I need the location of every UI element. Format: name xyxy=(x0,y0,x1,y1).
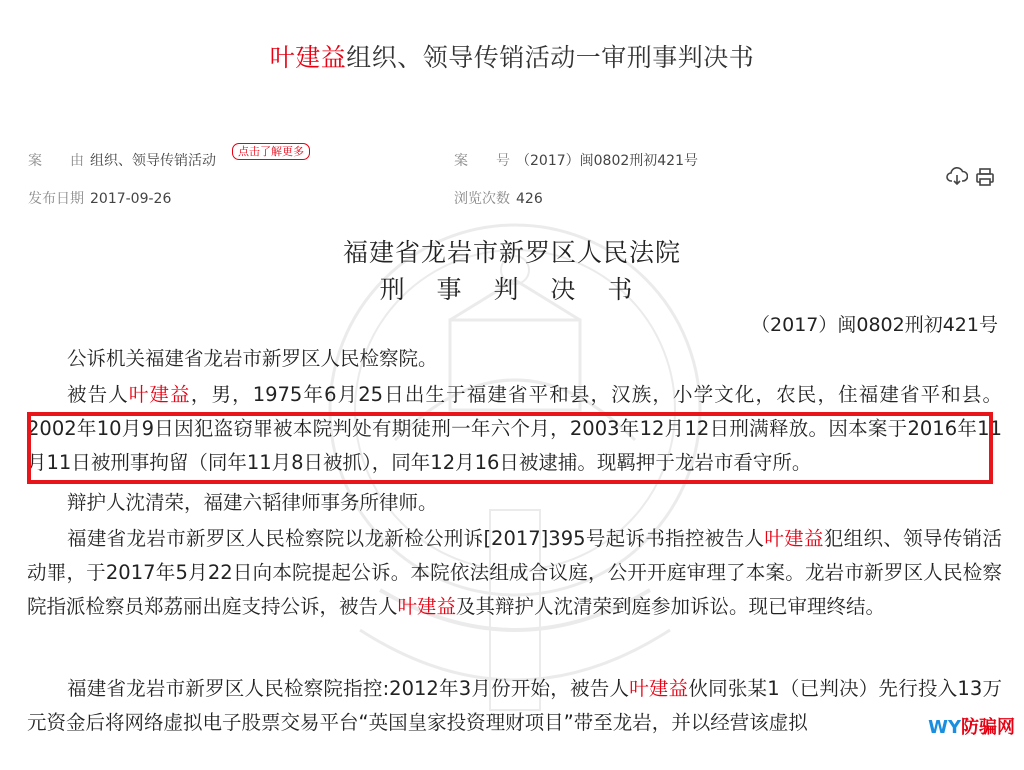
defendant-name-highlight: 叶建益 xyxy=(764,527,824,550)
defendant-name-highlight: 叶建益 xyxy=(128,383,191,406)
document-case-number: （2017）闽0802刑初421号 xyxy=(751,314,998,336)
publish-date-label: 发布日期 xyxy=(28,191,84,207)
views-field xyxy=(454,188,543,208)
views-label: 浏览次数 xyxy=(454,191,510,207)
case-number-value: （2017）闽0802刑初421号 xyxy=(516,153,698,169)
learn-more-badge[interactable]: 点击了解更多 xyxy=(232,143,310,160)
paragraph-text: ，男，1975年6月25日出生于福建省平和县，汉族，小学文化，农民，住福建省平和县。2002年10月9日因犯盗窃罪被本院判处有期徒刑一年六个月，2003年12月12日刑满释放。因本案于2016年11月11日被刑事拘留（同年11月8日被抓），同年12月16日被逮捕。现羁押于龙岩市看守所。 xyxy=(27,383,1002,474)
court-name: 福建省龙岩市新罗区人民法院 xyxy=(342,238,681,267)
title-text: 组织、领导传销活动一审刑事判决书 xyxy=(346,43,755,72)
paragraph-text: 及其辩护人沈清荣到庭参加诉讼。现已审理终结。 xyxy=(456,595,886,618)
defendant-name-highlight: 叶建益 xyxy=(629,677,689,700)
paragraph-text: 伙同张某1（已判决）先行投入13万元资金后将网络虚拟电子股票交易平台“英国皇家投资理财项目”带至龙岩，并以经营该虚拟 xyxy=(27,677,1002,734)
cause-label: 案 由 xyxy=(28,153,84,169)
document-type: 刑 事 判 决 书 xyxy=(379,275,645,304)
case-number-label: 案 号 xyxy=(454,153,510,169)
case-number-field xyxy=(454,150,698,170)
defendant-name: 叶建益 xyxy=(269,43,347,72)
paragraph-defense-counsel: 辩护人沈清荣，福建六韬律师事务所律师。 xyxy=(67,491,438,514)
paragraph-text: 犯组织、领导传销活动罪，于2017年5月22日向本院提起公诉。本院依法组成合议庭，公开开庭审理了本案。龙岩市新罗区人民检察院指派检察员郑荔丽出庭支持公诉，被告人 xyxy=(27,527,1002,618)
defendant-name-highlight: 叶建益 xyxy=(397,595,457,618)
watermark-cn: 防骗网 xyxy=(961,717,1015,738)
cause-value: 组织、领导传销活动 xyxy=(90,153,216,169)
paragraph-text: 福建省龙岩市新罗区人民检察院指控:2012年3月份开始，被告人 xyxy=(67,677,630,700)
site-watermark xyxy=(925,713,1018,739)
page-title xyxy=(0,38,1024,74)
publish-date-value: 2017-09-26 xyxy=(90,191,172,207)
print-icon[interactable] xyxy=(974,166,996,188)
paragraph-indictment xyxy=(27,522,1002,624)
cloud-download-icon[interactable] xyxy=(946,166,968,188)
watermark-latin: WY xyxy=(928,717,961,738)
paragraph-prosecutor: 公诉机关福建省龙岩市新罗区人民检察院。 xyxy=(67,347,438,370)
views-value: 426 xyxy=(516,191,543,207)
paragraph-text: 福建省龙岩市新罗区人民检察院以龙新检公刑诉[2017]395号起诉书指控被告人 xyxy=(67,527,765,550)
paragraph-text: 被告人 xyxy=(67,383,129,406)
paragraph-defendant xyxy=(27,378,1002,480)
paragraph-charges xyxy=(27,672,1002,740)
publish-date-field xyxy=(28,188,171,208)
cause-field xyxy=(28,150,216,170)
